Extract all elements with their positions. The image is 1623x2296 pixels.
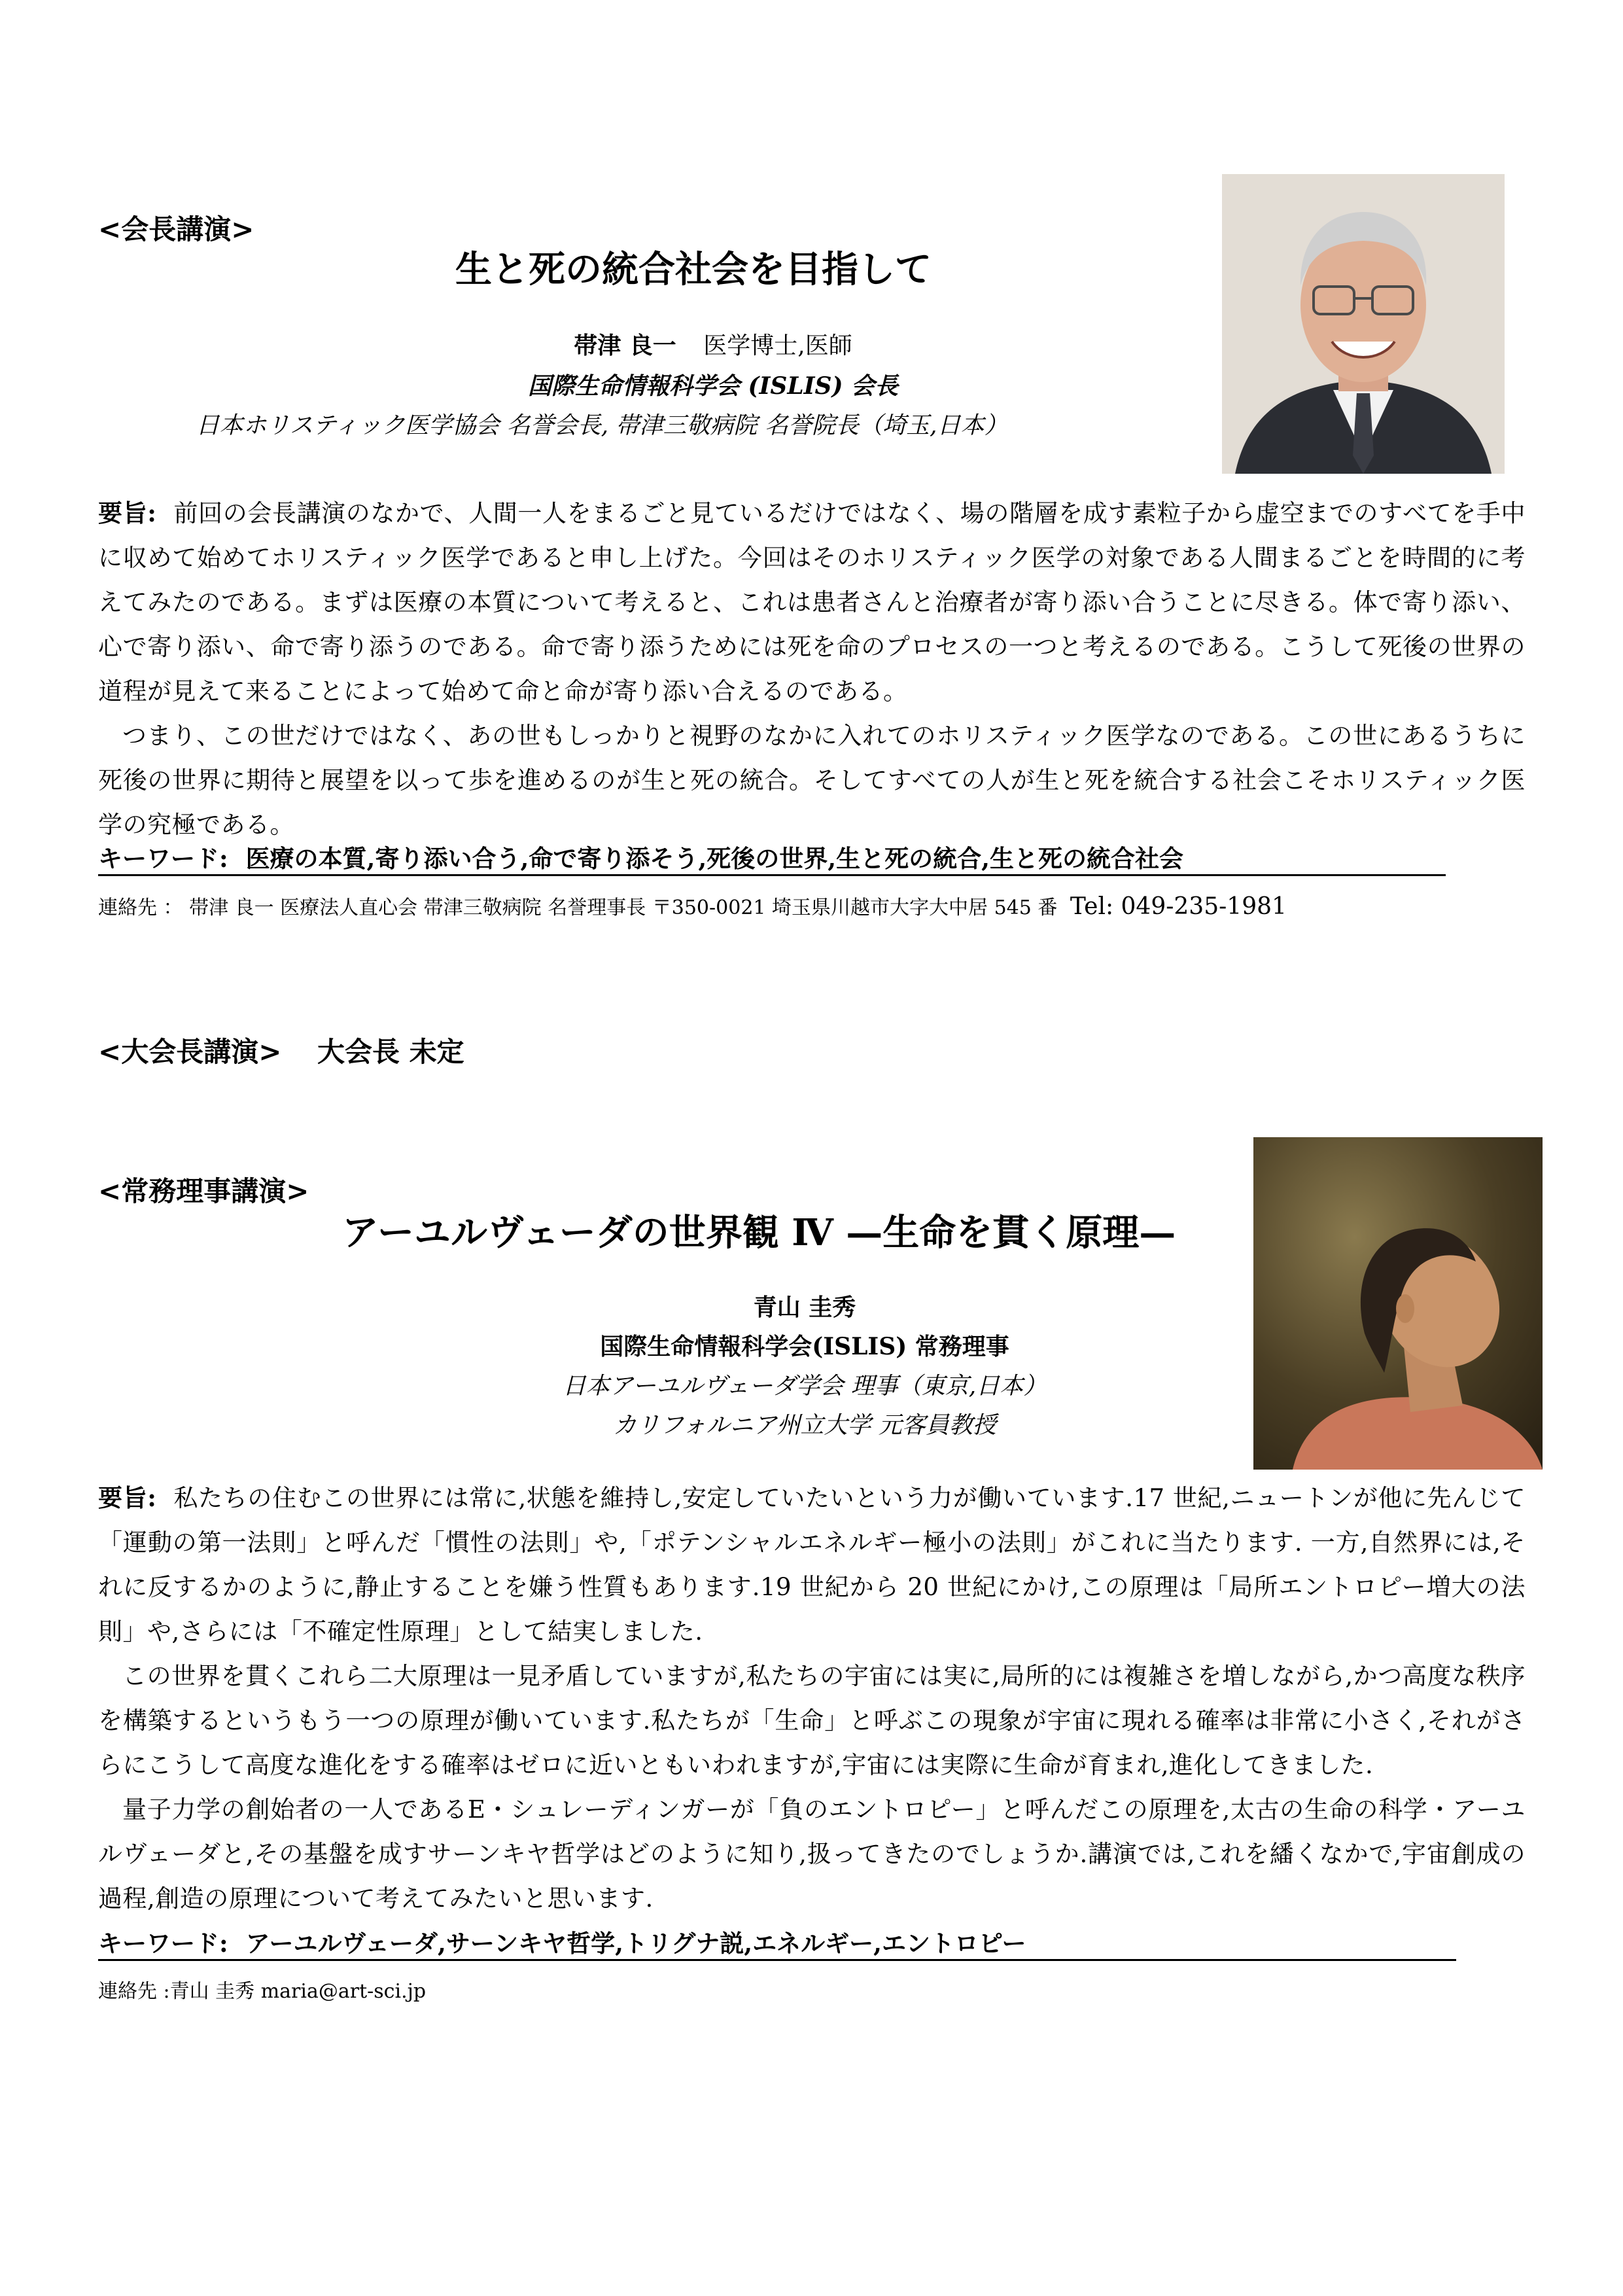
section3-affiliation3: カリフォルニア州立大学 元客員教授 xyxy=(613,1412,996,1439)
section1-abstract-p2: つまり、この世だけではなく、あの世もしっかりと視野のなかに入れてのホリスティック医学なのである。この世にあるうちに死後の世界に期待と展望を以って歩を進めるのが生と死の統合。そしてすべての人が生と死を統合する社会こそホリスティック医学の究極である。 xyxy=(98,722,1526,839)
section1-keywords-label: キーワード: xyxy=(98,844,228,873)
section1-keywords: 医療の本質,寄り添い合う,命で寄り添そう,死後の世界,生と死の統合,生と死の統合社会 xyxy=(245,844,1183,873)
speaker-photo-illustration xyxy=(1222,174,1505,474)
section1-keywords-line xyxy=(98,839,1183,874)
section2-label: <大会長講演> xyxy=(98,1036,282,1068)
section3-abstract-p2: この世界を貫くこれら二大原理は一見矛盾していますが,私たちの宇宙には実に,局所的には複雑さを増しながら,かつ高度な秩序を構築するというもう一つの原理が働いています.私たちが「生命」と呼ぶこの現象が宇宙に現れる確率は非常に小さく,それがさらにこうして高度な進化をする確率はゼロに近いともいわれますが,宇宙には実際に生命が育まれ,進化してきました. xyxy=(98,1662,1526,1779)
section1-contact-line xyxy=(98,891,1287,920)
section3-title: アーユルヴェーダの世界観 Ⅳ —生命を貫く原理— xyxy=(341,1211,1176,1254)
section1-divider xyxy=(98,874,1446,876)
section3-keywords-label: キーワード: xyxy=(98,1929,228,1958)
section1-author-name: 帯津 良一 xyxy=(574,332,676,359)
section1-contact: 連絡先 ： 帯津 良一 医療法人直心会 帯津三敬病院 名誉理事長 〒350-0021 埼玉県川越市大字大中居 545 番 xyxy=(98,896,1058,919)
section1-affiliation: 国際生命情報科学会 (ISLIS) 会長 xyxy=(527,372,899,400)
speaker-photo-illustration xyxy=(1253,1137,1543,1470)
section1-abstract-p1: 前回の会長講演のなかで、人間一人をまるごと見ているだけではなく、場の階層を成す素粒子から虚空までのすべてを手中に収めて始めてホリスティック医学であると申し上げた。今回はそのホリスティック医学の対象である人間まるごとを時間的に考えてみたのである。まずは医療の本質について考えると、これは患者さんと治療者が寄り添い合うことに尽きる。体で寄り添い、心で寄り添い、命で寄り添うのである。命で寄り添うためには死を命のプロセスの一つと考えるのである。こうして死後の世界の道程が見えて来ることによって始めて命と命が寄り添い合えるのである。 xyxy=(98,499,1526,705)
section2-line xyxy=(98,1031,464,1070)
section3-speaker-photo xyxy=(1253,1137,1543,1470)
section1-title: 生と死の統合社会を目指して xyxy=(455,248,932,291)
section3-divider xyxy=(98,1959,1456,1961)
section1-affiliation2: 日本ホリスティック医学協会 名誉会長, 帯津三敬病院 名誉院長（埼玉,日本） xyxy=(196,412,1008,439)
section3-abstract xyxy=(98,1475,1526,1921)
section3-author-name: 青山 圭秀 xyxy=(753,1294,856,1321)
section1-author-degree: 医学博士,医師 xyxy=(703,332,852,359)
section1-label: <会長講演> xyxy=(98,213,254,245)
section1-contact-tel: Tel: 049-235-1981 xyxy=(1070,893,1287,920)
section1-abstract-label: 要旨: xyxy=(98,499,157,527)
section3-abstract-label: 要旨: xyxy=(98,1483,157,1512)
section3-abstract-p3: 量子力学の創始者の一人であるE・シュレーディンガーが「負のエントロピー」と呼んだこの原理を,太古の生命の科学・アーユルヴェーダと,その基盤を成すサーンキヤ哲学はどのように知り,扱ってきたのでしょうか.講演では,これを繙くなかで,宇宙創成の過程,創造の原理について考えてみたいと思います. xyxy=(98,1795,1526,1913)
section1-abstract xyxy=(98,491,1526,847)
section3-affiliation2: 日本アーユルヴェーダ学会 理事（東京,日本） xyxy=(562,1373,1047,1400)
section3-keywords: アーユルヴェーダ,サーンキヤ哲学,トリグナ説,エネルギー,エントロピー xyxy=(245,1929,1026,1958)
section1-speaker-photo xyxy=(1222,174,1505,474)
section3-affiliation: 国際生命情報科学会(ISLIS) 常務理事 xyxy=(600,1333,1009,1360)
section3-abstract-p1: 私たちの住むこの世界には常に,状態を維持し,安定していたいという力が働いています.17 世紀,ニュートンが他に先んじて「運動の第一法則」と呼んだ「慣性の法則」や,「ポテンシャルエネルギー極小の法則」がこれに当たります. 一方,自然界には,それに反するかのように,静止することを嫌う性質もあります.19 世紀から 20 世紀にかけ,この原理は「局所エントロピー増大の法則」や,さらには「不確定性原理」として結実しました. xyxy=(98,1484,1526,1646)
section3-keywords-line xyxy=(98,1924,1026,1959)
section3-label: <常務理事講演> xyxy=(98,1175,309,1207)
section2-text: 大会長 未定 xyxy=(317,1036,464,1068)
section1-author-line xyxy=(327,327,1099,361)
section3-contact: 連絡先 :青山 圭秀 maria@art-sci.jp xyxy=(98,1980,427,2003)
